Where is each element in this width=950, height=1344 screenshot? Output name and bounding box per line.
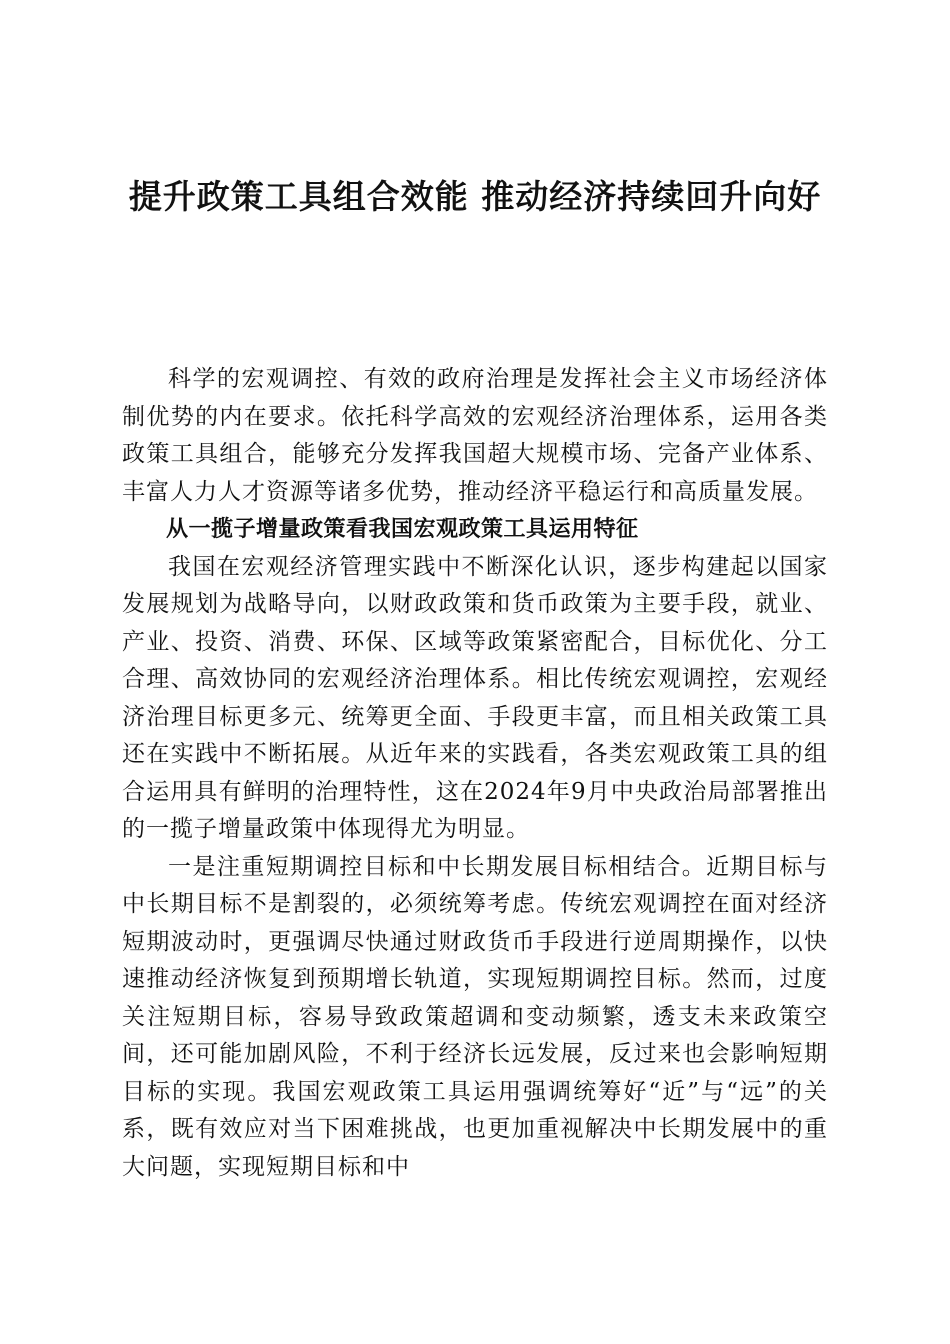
document-title: 提升政策工具组合效能 推动经济持续回升向好 (128, 177, 822, 216)
document-body (122, 361, 828, 1186)
section-paragraph-2: 一是注重短期调控目标和中长期发展目标相结合。近期目标与中长期目标不是割裂的，必须统筹考虑。传统宏观调控在面对经济短期波动时，更强调尽快通过财政货币手段进行逆周期操作，以快速推动经济恢复到预期增长轨道，实现短期调控目标。然而，过度关注短期目标，容易导致政策超调和变动频繁，透支未来政策空间，还可能加剧风险，不利于经济长远发展，反过来也会影响短期目标的实现。我国宏观政策工具运用强调统筹好“近”与“远”的关系，既有效应对当下困难挑战，也更加重视解决中长期发展中的重大问题，实现短期目标和中 (122, 853, 828, 1180)
intro-paragraph: 科学的宏观调控、有效的政府治理是发挥社会主义市场经济体制优势的内在要求。依托科学高效的宏观经济治理体系，运用各类政策工具组合，能够充分发挥我国超大规模市场、完备产业体系、丰富人力人才资源等诸多优势，推动经济平稳运行和高质量发展。 (122, 366, 828, 505)
section-paragraph-1: 我国在宏观经济管理实践中不断深化认识，逐步构建起以国家发展规划为战略导向，以财政政策和货币政策为主要手段，就业、产业、投资、消费、环保、区域等政策紧密配合，目标优化、分工合理、高效协同的宏观经济治理体系。相比传统宏观调控，宏观经济治理目标更多元、统筹更全面、手段更丰富，而且相关政策工具还在实践中不断拓展。从近年来的实践看，各类宏观政策工具的组合运用具有鲜明的治理特性，这在2024年9月中央政治局部署推出的一揽子增量政策中体现得尤为明显。 (122, 553, 828, 842)
section-heading: 从一揽子增量政策看我国宏观政策工具运用特征 (166, 517, 639, 542)
